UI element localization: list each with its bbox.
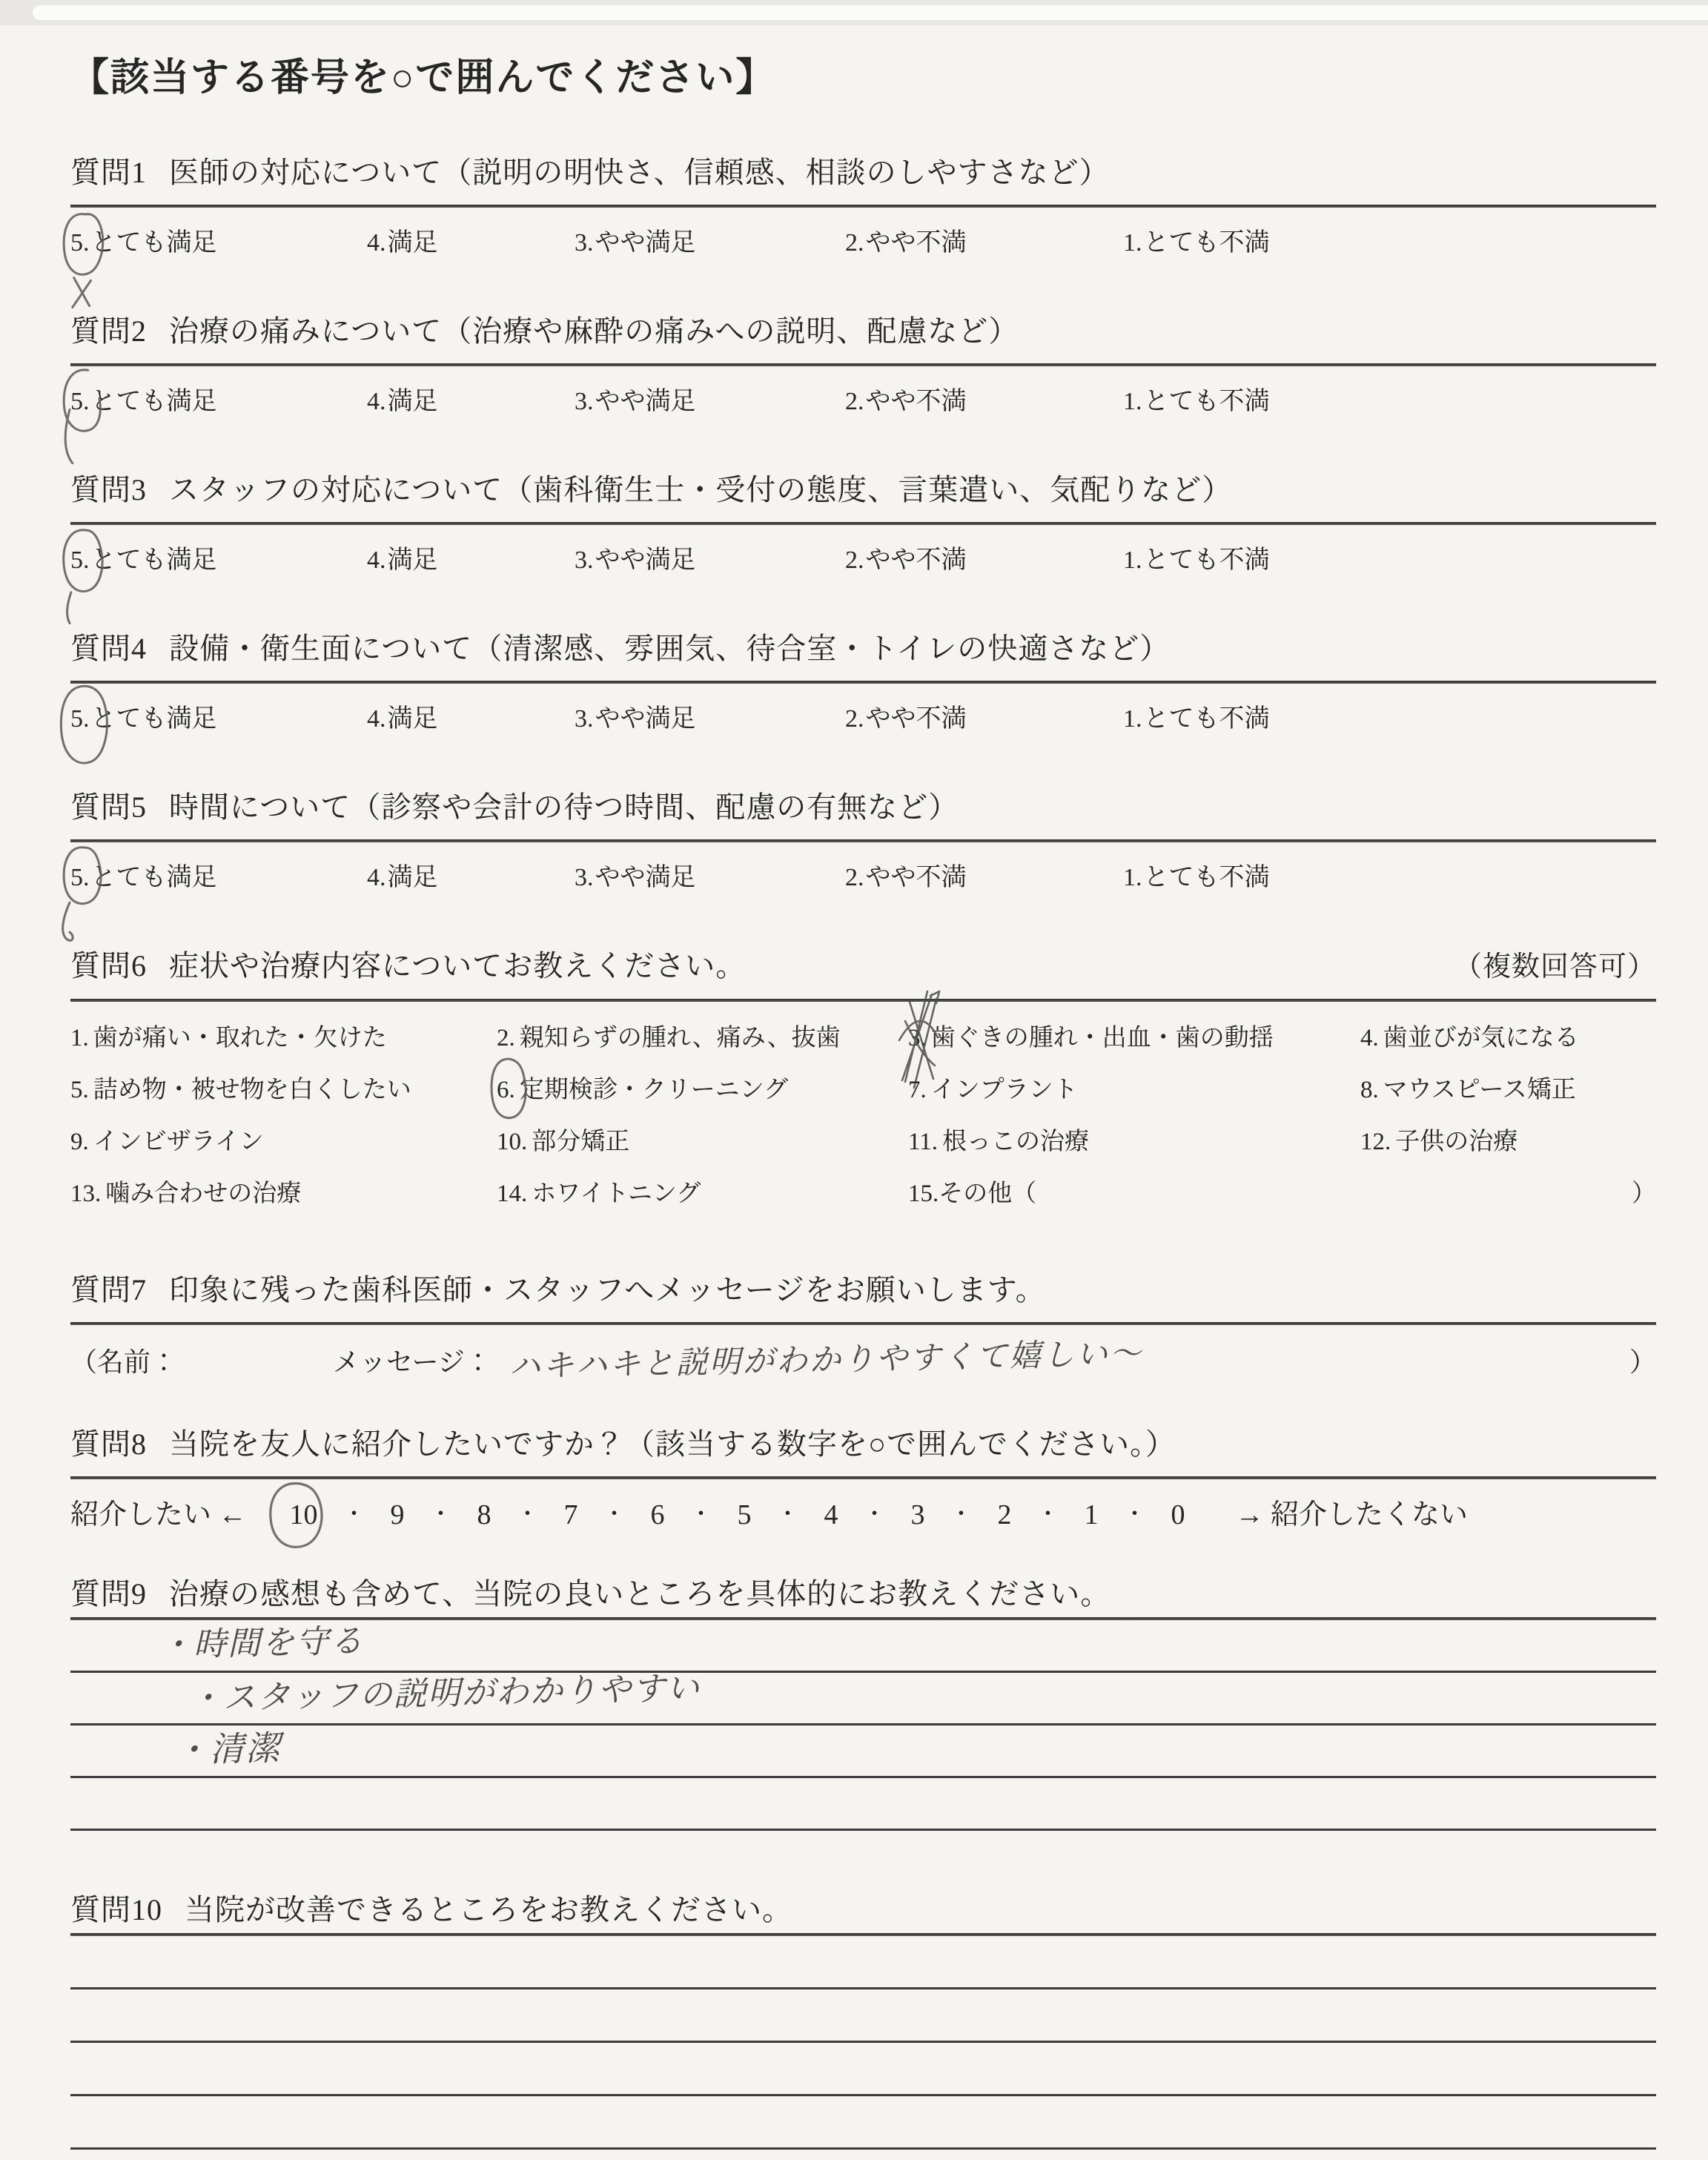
option-3-somewhat-satisfied[interactable]: 3.やや満足 [575, 387, 696, 415]
divider-line [70, 999, 1656, 1002]
scale-left-label: 紹介したい ← [70, 1499, 247, 1530]
handwritten-answer: ・時間を守る [159, 1622, 365, 1665]
option-4-satisfied[interactable]: 4.満足 [367, 546, 438, 574]
option-4-satisfied[interactable]: 4.満足 [367, 704, 438, 733]
scan-artifact-band [0, 0, 1708, 25]
handwritten-answer: ・スタッフの説明がわかりやすい [188, 1669, 701, 1718]
scale-dot: ・ [603, 1502, 626, 1527]
scan-artifact-strip [33, 5, 1708, 20]
scale-dot: ・ [516, 1502, 539, 1527]
question-title: 印象に残った歯科医師・スタッフへメッセージをお願いします。 [169, 1272, 1046, 1307]
handwritten-answer: ・清潔 [173, 1727, 282, 1770]
question-6 [70, 949, 1656, 1209]
answer-line-2 [70, 1669, 1656, 1725]
option-2-somewhat-dissatisfied[interactable]: 2.やや不満 [845, 387, 967, 415]
divider-line [70, 205, 1656, 208]
question-title: 医師の対応について（説明の明快さ、信頼感、相談のしやすさなど） [169, 155, 1110, 189]
scale-3[interactable]: 3 [910, 1499, 925, 1530]
option-3-somewhat-satisfied[interactable]: 3.やや満足 [575, 863, 696, 891]
question-number: 質問2 [70, 314, 147, 348]
option-1-very-dissatisfied[interactable]: 1.とても不満 [1123, 546, 1270, 574]
question-title: 当院を友人に紹介したいですか？（該当する数字を○で囲んでください。） [169, 1427, 1176, 1461]
question-title: 治療の痛みについて（治療や麻酔の痛みへの説明、配慮など） [169, 314, 1019, 348]
option-2-somewhat-dissatisfied[interactable]: 2.やや不満 [845, 546, 967, 574]
question-5 [70, 790, 1656, 894]
question-3 [70, 473, 1656, 577]
handwritten-message: ハキハキと説明がわかりやすくて嬉しい〜 [509, 1334, 1144, 1384]
name-field-label: （名前： [70, 1347, 178, 1377]
question-2 [70, 314, 1656, 418]
question-6-options [70, 1023, 1656, 1209]
question-7-header [70, 1273, 1656, 1307]
answer-line-3 [70, 2043, 1656, 2096]
message-answer-row [70, 1334, 1656, 1386]
symptom-option-12[interactable]: 12. 子供の治療 [1360, 1128, 1518, 1155]
symptom-option-9[interactable]: 9. インビザライン [70, 1128, 264, 1155]
option-3-somewhat-satisfied[interactable]: 3.やや満足 [575, 704, 696, 733]
divider-line [70, 839, 1656, 842]
question-3-header [70, 473, 1656, 507]
question-number: 質問5 [70, 790, 147, 824]
question-number: 質問7 [70, 1272, 147, 1307]
symptom-option-11[interactable]: 11. 根っこの治療 [908, 1128, 1090, 1155]
question-1 [70, 156, 1656, 260]
question-9 [70, 1577, 1656, 1831]
option-4-satisfied[interactable]: 4.満足 [367, 863, 438, 891]
symptom-option-1[interactable]: 1. 歯が痛い・取れた・欠けた [70, 1024, 387, 1051]
divider-line [70, 363, 1656, 366]
scale-dot: ・ [342, 1502, 365, 1527]
symptom-option-5[interactable]: 5. 詰め物・被せ物を白くしたい [70, 1076, 411, 1103]
question-5-options [70, 862, 1656, 894]
question-title: 当院が改善できるところをお教えください。 [185, 1892, 792, 1926]
option-5-very-satisfied[interactable]: 5.とても満足 [70, 862, 367, 894]
option-5-very-satisfied[interactable]: 5.とても満足 [70, 544, 367, 577]
question-number: 質問9 [70, 1576, 147, 1611]
option-5-very-satisfied[interactable]: 5.とても満足 [70, 227, 367, 260]
symptom-option-4[interactable]: 4. 歯並びが気になる [1360, 1024, 1579, 1051]
option-5-very-satisfied[interactable]: 5.とても満足 [70, 703, 367, 736]
question-4 [70, 632, 1656, 736]
answer-line-1 [70, 1936, 1656, 1989]
recommend-scale [70, 1496, 1656, 1534]
option-2-somewhat-dissatisfied[interactable]: 2.やや不満 [845, 704, 967, 733]
option-1-very-dissatisfied[interactable]: 1.とても不満 [1123, 228, 1270, 257]
answer-line-2 [70, 1989, 1656, 2043]
scale-9[interactable]: 9 [390, 1499, 405, 1530]
scale-dot: ・ [950, 1502, 973, 1527]
close-paren: ） [1629, 1347, 1656, 1377]
symptom-option-3[interactable]: 3. 歯ぐきの腫れ・出血・歯の動揺 [908, 1023, 1360, 1054]
question-number: 質問8 [70, 1427, 147, 1461]
question-number: 質問3 [70, 472, 147, 506]
option-1-very-dissatisfied[interactable]: 1.とても不満 [1123, 387, 1270, 415]
symptom-option-2[interactable]: 2. 親知らずの腫れ、痛み、抜歯 [497, 1024, 841, 1051]
option-4-satisfied[interactable]: 4.満足 [367, 387, 438, 415]
question-title: 症状や治療内容についてお教えください。 [169, 948, 747, 982]
symptom-option-7[interactable]: 7. インプラント [908, 1076, 1078, 1103]
question-4-header [70, 632, 1656, 666]
divider-line [70, 1476, 1656, 1479]
symptom-option-10[interactable]: 10. 部分矯正 [497, 1128, 630, 1155]
question-7 [70, 1273, 1656, 1386]
question-1-options [70, 227, 1656, 260]
scale-1[interactable]: 1 [1084, 1499, 1099, 1530]
question-number: 質問6 [70, 948, 147, 982]
scale-0[interactable]: 0 [1171, 1499, 1185, 1530]
answer-line-3 [70, 1725, 1656, 1778]
scale-2[interactable]: 2 [997, 1499, 1012, 1530]
question-number: 質問10 [70, 1892, 162, 1926]
scale-4[interactable]: 4 [824, 1499, 838, 1530]
question-number: 質問1 [70, 155, 147, 189]
question-10-header [70, 1893, 1656, 1927]
option-1-very-dissatisfied[interactable]: 1.とても不満 [1123, 704, 1270, 733]
option-2-somewhat-dissatisfied[interactable]: 2.やや不満 [845, 863, 967, 891]
question-8-header [70, 1427, 1656, 1462]
scale-6[interactable]: 6 [650, 1499, 665, 1530]
question-4-options [70, 703, 1656, 736]
question-3-options [70, 544, 1656, 577]
symptom-option-13[interactable]: 13. 噛み合わせの治療 [70, 1180, 302, 1207]
symptom-option-6[interactable]: 6. 定期検診・クリーニング [497, 1074, 908, 1106]
option-3-somewhat-satisfied[interactable]: 3.やや満足 [575, 228, 696, 257]
option-4-satisfied[interactable]: 4.満足 [367, 228, 438, 257]
answer-line-4 [70, 2096, 1656, 2150]
question-5-header [70, 790, 1656, 825]
scale-dot: ・ [1036, 1502, 1059, 1527]
option-2-somewhat-dissatisfied[interactable]: 2.やや不満 [845, 228, 967, 257]
question-number: 質問4 [70, 631, 147, 665]
scale-dot: ・ [1123, 1502, 1146, 1527]
question-title: 治療の感想も含めて、当院の良いところを具体的にお教えください。 [169, 1576, 1111, 1611]
symptom-option-8[interactable]: 8. マウスピース矯正 [1360, 1076, 1576, 1103]
scale-dot: ・ [689, 1502, 712, 1527]
scale-dot: ・ [863, 1502, 886, 1527]
scale-7[interactable]: 7 [563, 1499, 578, 1530]
answer-line-1 [70, 1620, 1656, 1673]
option-3-somewhat-satisfied[interactable]: 3.やや満足 [575, 546, 696, 574]
page-title: 【該当する番号を○で囲んでください】 [70, 57, 776, 99]
question-2-options [70, 386, 1656, 418]
question-title: 設備・衛生面について（清潔感、雰囲気、待合室・トイレの快適さなど） [169, 631, 1171, 665]
scale-10[interactable]: 10 [274, 1496, 334, 1534]
scale-right-label: → 紹介したくない [1235, 1499, 1469, 1530]
symptom-option-14[interactable]: 14. ホワイトニング [497, 1180, 701, 1207]
form-content [0, 56, 1708, 2150]
divider-line [70, 522, 1656, 525]
divider-line [70, 681, 1656, 684]
question-6-header [70, 949, 1656, 984]
scale-dot: ・ [776, 1502, 799, 1527]
message-field-label: メッセージ： [333, 1347, 491, 1377]
question-title: 時間について（診察や会計の待つ時間、配慮の有無など） [169, 790, 959, 824]
symptom-option-15-other[interactable]: 15. その他（ ） [908, 1178, 1656, 1209]
divider-line [70, 1322, 1656, 1325]
scale-8[interactable]: 8 [477, 1499, 491, 1530]
multiple-answers-note: （複数回答可） [1453, 951, 1656, 982]
question-9-header [70, 1577, 1656, 1611]
question-8 [70, 1427, 1656, 1534]
answer-line-4 [70, 1778, 1656, 1831]
question-2-header [70, 314, 1656, 349]
other-blank-space[interactable] [1036, 1178, 1632, 1209]
scale-dot: ・ [429, 1502, 452, 1527]
question-1-header [70, 156, 1656, 190]
scale-5[interactable]: 5 [737, 1499, 752, 1530]
question-title: スタッフの対応について（歯科衛生士・受付の態度、言葉遣い、気配りなど） [169, 472, 1233, 506]
option-5-very-satisfied[interactable]: 5.とても満足 [70, 386, 367, 418]
question-10 [70, 1893, 1656, 2150]
option-1-very-dissatisfied[interactable]: 1.とても不満 [1123, 863, 1270, 891]
